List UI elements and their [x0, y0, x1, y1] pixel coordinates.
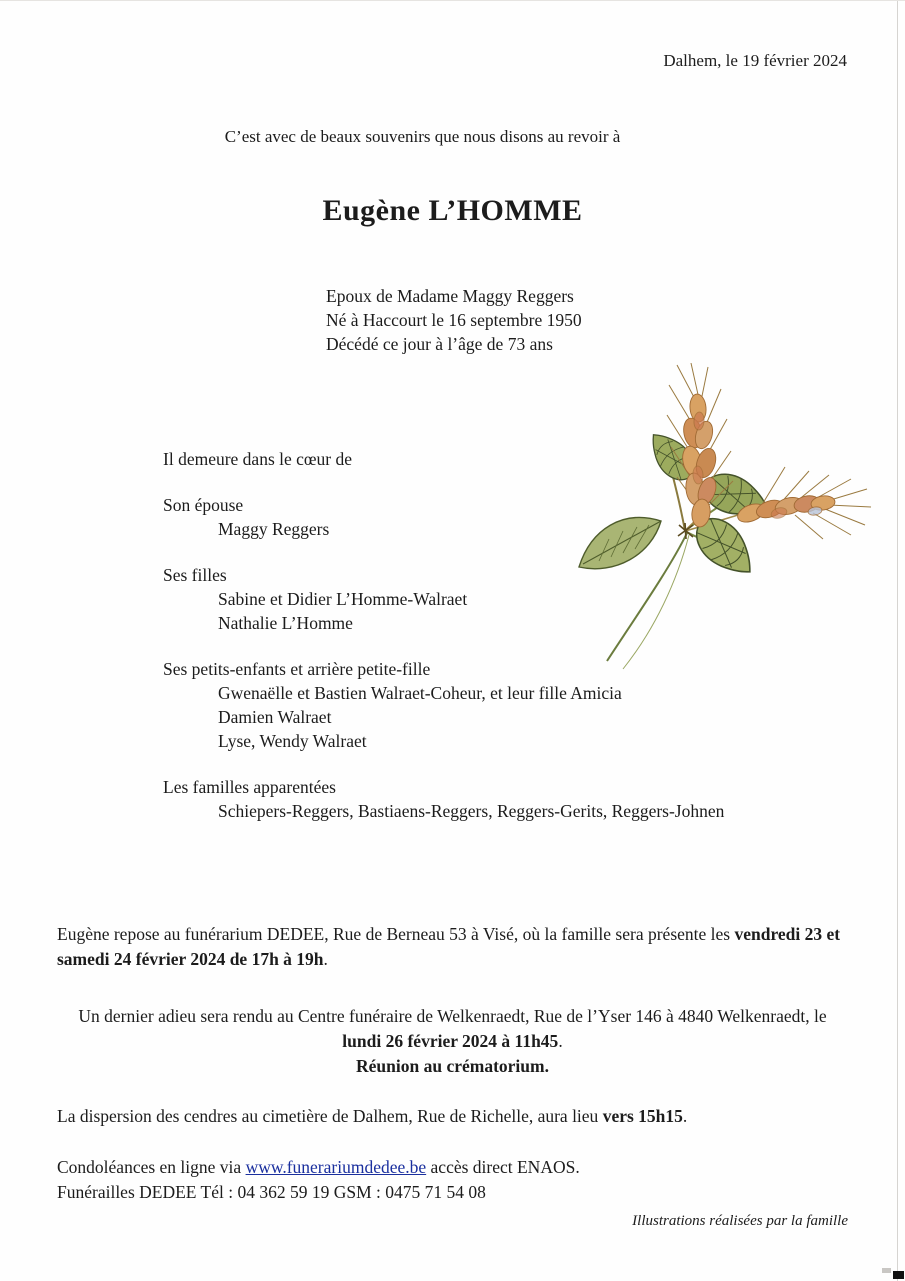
- farewell-text: Un dernier adieu sera rendu au Centre funéraire de Welkenraedt, Rue de l’Yser 146 à 4840 Welkenraedt, le: [78, 1006, 827, 1026]
- dispersion-paragraph: [57, 1104, 848, 1129]
- detail-death: Décédé ce jour à l’âge de 73 ans: [326, 334, 553, 354]
- visitation-paragraph: [57, 922, 848, 972]
- group-label: Son épouse: [163, 495, 244, 515]
- farewell-datetime: lundi 26 février 2024 à 11h45: [342, 1031, 559, 1051]
- detail-birth: Né à Haccourt le 16 septembre 1950: [326, 310, 582, 330]
- farewell-paragraph: [57, 1004, 848, 1079]
- funeral-home-contact: Funérailles DEDEE Tél : 04 362 59 19 GSM : 0475 71 54 08: [57, 1182, 486, 1202]
- family-member: Sabine et Didier L’Homme-Walraet: [218, 589, 468, 609]
- family-member: Maggy Reggers: [218, 519, 330, 539]
- family-member: Schiepers-Reggers, Bastiaens-Reggers, Reggers-Gerits, Reggers-Johnen: [218, 801, 725, 821]
- visitation-text: Eugène repose au funérarium DEDEE, Rue de Berneau 53 à Visé, où la famille sera présente les: [57, 924, 735, 944]
- group-label: Ses filles: [163, 565, 227, 585]
- scan-corner-mark: [893, 1271, 904, 1279]
- dispersion-time: vers 15h15: [602, 1106, 683, 1126]
- family-member: Gwenaëlle et Bastien Walraet-Coheur, et leur fille Amicia: [218, 683, 622, 703]
- detail-spouse: Epoux de Madame Maggy Reggers: [326, 286, 574, 306]
- scan-edge-line: [897, 1, 898, 1281]
- condolences-suffix: accès direct ENAOS.: [426, 1157, 580, 1177]
- funeral-home-website-link[interactable]: www.funerariumdedee.be: [245, 1157, 427, 1177]
- intro-line: C’est avec de beaux souvenirs que nous disons au revoir à: [224, 127, 621, 146]
- group-label: Ses petits-enfants et arrière petite-fille: [163, 659, 431, 679]
- illustration-credit: Illustrations réalisées par la famille: [632, 1213, 848, 1229]
- announcements-section: [57, 922, 848, 1205]
- dateline: Dalhem, le 19 février 2024: [663, 51, 847, 70]
- farewell-period: .: [558, 1031, 563, 1051]
- remembrance-heading: Il demeure dans le cœur de: [163, 449, 353, 469]
- condolences-text: Condoléances en ligne via: [57, 1157, 246, 1177]
- deceased-name: Eugène L’HOMME: [322, 194, 583, 227]
- family-group-grandchildren: [163, 657, 783, 753]
- family-group-related-families: [163, 775, 783, 823]
- family-member: Nathalie L’Homme: [218, 613, 353, 633]
- family-member: Damien Walraet: [218, 707, 332, 727]
- remembrance-section: [163, 447, 783, 823]
- group-label: Les familles apparentées: [163, 777, 336, 797]
- visitation-period: .: [323, 949, 328, 969]
- visitation-dates: vendredi 23 et samedi 24 février 2024 de 17h à 19h: [57, 924, 841, 969]
- family-member: Lyse, Wendy Walraet: [218, 731, 367, 751]
- condolences-paragraph: [57, 1155, 848, 1205]
- family-group-spouse: [163, 493, 783, 541]
- family-group-daughters: [163, 563, 783, 635]
- deceased-details: [326, 284, 582, 356]
- scan-smudge: [882, 1268, 891, 1273]
- cremation-note: Réunion au crématorium.: [356, 1056, 549, 1076]
- dispersion-period: .: [682, 1106, 688, 1126]
- dispersion-text: La dispersion des cendres au cimetière de Dalhem, Rue de Richelle, aura lieu: [57, 1106, 603, 1126]
